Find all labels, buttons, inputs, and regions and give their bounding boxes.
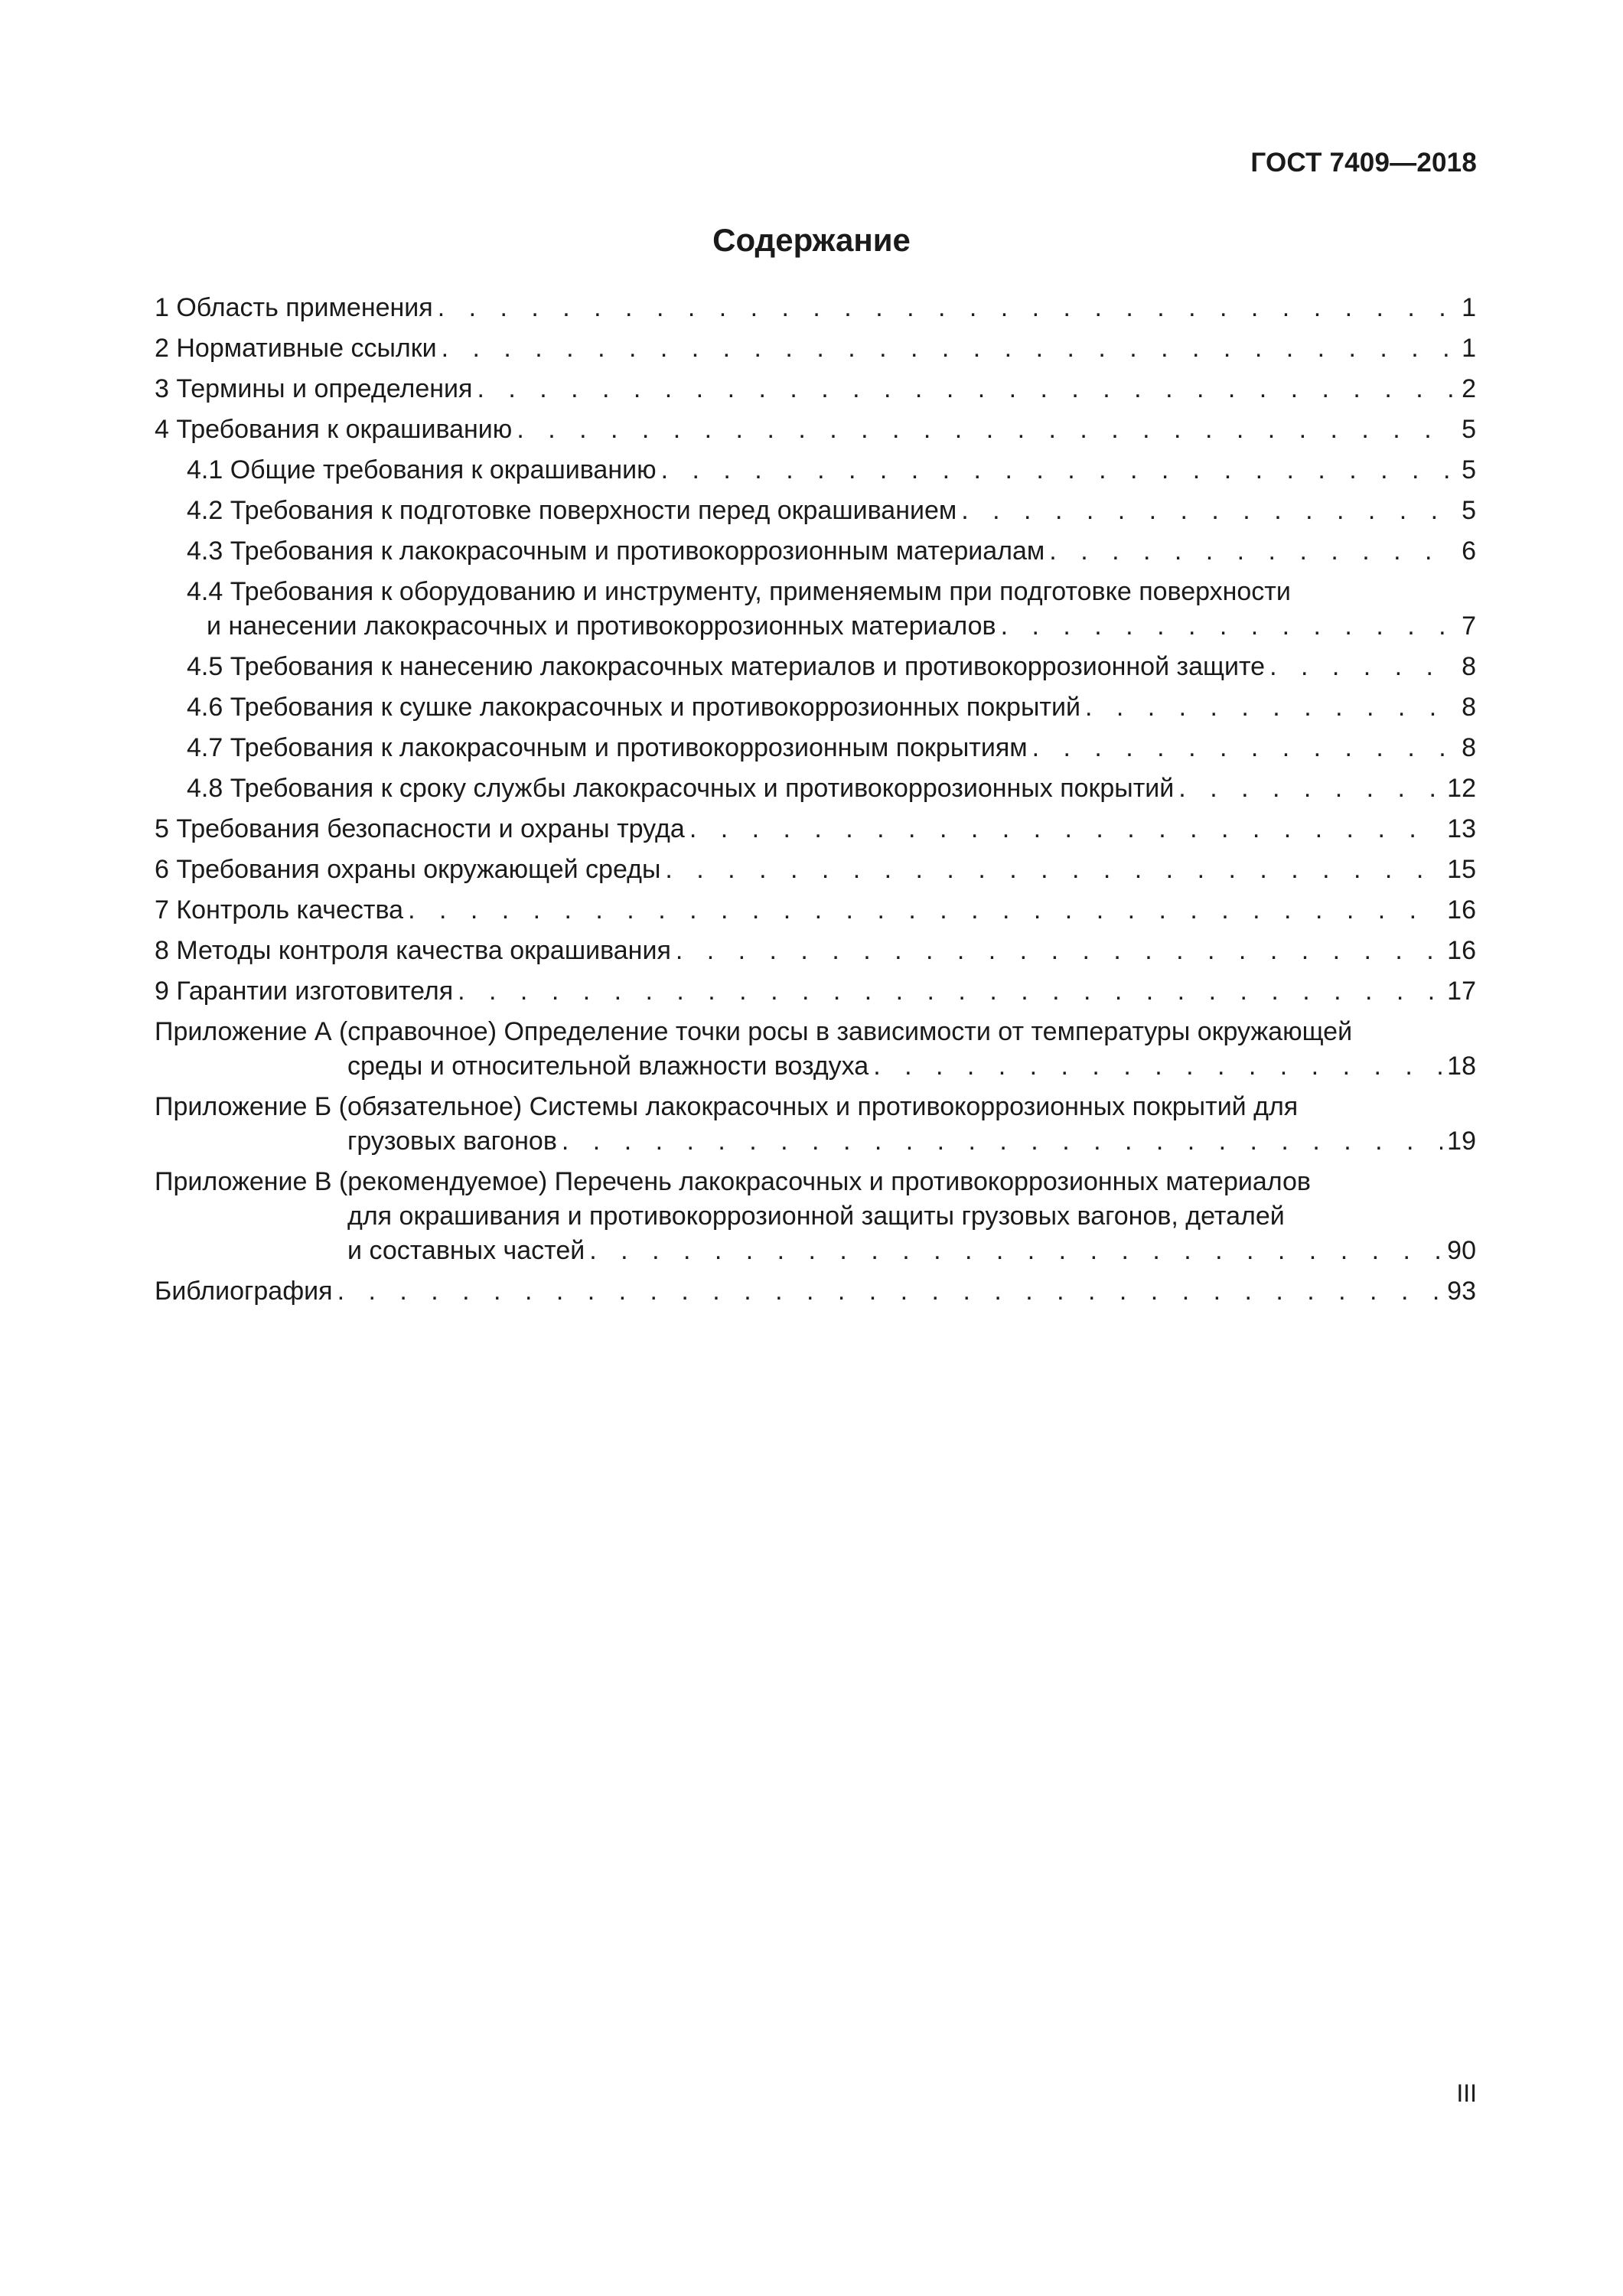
toc-entry-title-line: Приложение В (рекомендуемое) Перечень лакокрасочных и противокоррозионных материалов [155,1167,1311,1196]
dot-leader [517,413,1457,447]
toc-entry-page: 1 [1462,334,1476,363]
toc-entry[interactable] [155,812,1476,846]
dot-leader [689,812,1442,846]
dot-leader [1269,650,1457,684]
dot-leader [458,974,1442,1009]
dot-leader [337,1274,1443,1309]
toc-entry-page: 6 [1462,536,1476,566]
toc-entry-title-line: 4.1 Общие требования к окрашиванию [187,455,657,484]
toc-entry[interactable] [155,771,1476,806]
toc-entry-title-line: 4.5 Требования к нанесению лакокрасочных материалов и противокоррозионной защите [187,652,1266,681]
toc-entry[interactable] [155,453,1476,488]
toc-entry-page: 16 [1447,936,1476,965]
dot-leader [961,494,1457,528]
toc-entry-title-line: 4.2 Требования к подготовке поверхности перед окрашиванием [187,496,957,525]
toc-entry[interactable] [155,1015,1476,1084]
toc-entry-title-line: 4.8 Требования к сроку службы лакокрасочных и противокоррозионных покрытий [187,774,1175,803]
toc-entry-title-line: 1 Область применения [155,293,433,322]
toc-entry-page: 90 [1447,1236,1476,1265]
dot-leader [442,331,1457,366]
toc-entry[interactable] [155,534,1476,569]
toc-entry-title-line: 7 Контроль качества [155,895,404,925]
toc-entry-title-line: 3 Термины и определения [155,374,473,403]
dot-leader [1032,731,1457,765]
dot-leader [589,1234,1442,1268]
toc-entry-page: 2 [1462,374,1476,403]
toc-entry-page: 18 [1447,1052,1476,1081]
toc-entry-title-line: грузовых вагонов [347,1127,557,1156]
table-of-contents [155,291,1476,1315]
toc-entry-title-line: 4.7 Требования к лакокрасочным и противокоррозионным покрытиям [187,733,1028,762]
toc-entry-title-line: и составных частей [347,1236,585,1265]
toc-entry-title-line: Библиография [155,1277,333,1306]
toc-entry[interactable] [155,893,1476,928]
toc-entry-title-line: 8 Методы контроля качества окрашивания [155,936,671,965]
dot-leader [408,893,1442,928]
toc-entry-page: 1 [1462,293,1476,322]
toc-entry[interactable] [155,331,1476,366]
toc-entry-title-line: 9 Гарантии изготовителя [155,977,454,1006]
toc-entry-title-line: среды и относительной влажности воздуха [347,1052,869,1081]
toc-entry[interactable] [155,575,1476,644]
toc-entry[interactable] [155,372,1476,406]
toc-entry-page: 16 [1447,895,1476,925]
dot-leader [1085,690,1457,725]
toc-entry-title-line: 4 Требования к окрашиванию [155,415,513,444]
dot-leader [661,453,1457,488]
toc-title: Содержание [712,222,911,258]
toc-entry-title-line: Приложение А (справочное) Определение точки росы в зависимости от температуры окружающей [155,1017,1353,1046]
toc-entry-page: 5 [1462,455,1476,484]
toc-entry[interactable] [155,934,1476,968]
toc-entry[interactable] [155,1165,1476,1268]
dot-leader [1178,771,1442,806]
dot-leader [873,1049,1442,1084]
dot-leader [1001,609,1457,644]
dot-leader [1049,534,1457,569]
toc-entry[interactable] [155,853,1476,887]
toc-entry-page: 93 [1447,1277,1476,1306]
toc-entry[interactable] [155,1090,1476,1159]
toc-entry-title-line: 4.4 Требования к оборудованию и инструменту, применяемым при подготовке поверхности [187,577,1291,606]
document-code: ГОСТ 7409—2018 [1250,148,1477,178]
toc-entry-title-line: 2 Нормативные ссылки [155,334,437,363]
toc-entry[interactable] [155,291,1476,325]
dot-leader [665,853,1442,887]
toc-entry-page: 19 [1447,1127,1476,1156]
toc-entry-title-line: 6 Требования охраны окружающей среды [155,855,661,884]
toc-entry-page: 5 [1462,415,1476,444]
dot-leader [676,934,1442,968]
toc-entry-page: 12 [1447,774,1476,803]
toc-entry[interactable] [155,494,1476,528]
toc-entry-title-line: и нанесении лакокрасочных и противокоррозионных материалов [207,612,996,641]
toc-entry[interactable] [155,690,1476,725]
toc-entry[interactable] [155,731,1476,765]
toc-entry-page: 8 [1462,733,1476,762]
toc-entry-title-line: 4.6 Требования к сушке лакокрасочных и противокоррозионных покрытий [187,693,1080,722]
toc-entry-page: 8 [1462,693,1476,722]
toc-entry-page: 15 [1447,855,1476,884]
toc-entry-page: 13 [1447,814,1476,843]
toc-entry-title-line: для окрашивания и противокоррозионной защиты грузовых вагонов, деталей [347,1202,1285,1231]
toc-entry-title-line: 4.3 Требования к лакокрасочным и противокоррозионным материалам [187,536,1045,566]
dot-leader [562,1124,1442,1159]
dot-leader [438,291,1457,325]
toc-entry-page: 5 [1462,496,1476,525]
toc-entry-page: 8 [1462,652,1476,681]
toc-entry[interactable] [155,1274,1476,1309]
dot-leader [477,372,1457,406]
toc-entry[interactable] [155,413,1476,447]
toc-entry-page: 7 [1462,612,1476,641]
page-number: III [1456,2079,1477,2107]
toc-entry-page: 17 [1447,977,1476,1006]
toc-entry[interactable] [155,974,1476,1009]
toc-entry[interactable] [155,650,1476,684]
toc-entry-title-line: Приложение Б (обязательное) Системы лакокрасочных и противокоррозионных покрытий для [155,1092,1299,1121]
toc-entry-title-line: 5 Требования безопасности и охраны труда [155,814,685,843]
